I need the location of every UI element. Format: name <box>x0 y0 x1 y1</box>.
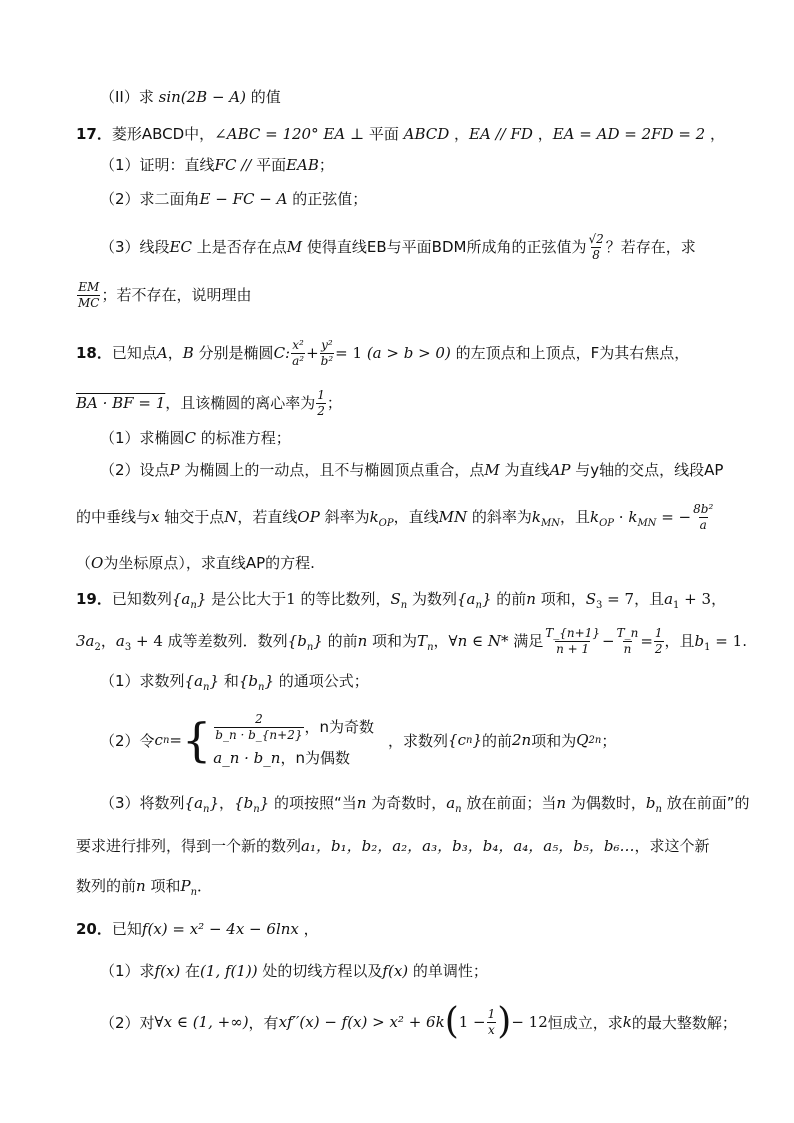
math-expr: xf′′(x) − f(x) > x² + 6k <box>278 1013 445 1031</box>
math-expr: n <box>356 794 367 812</box>
text: （ <box>76 554 92 572</box>
left-brace: { <box>181 713 212 767</box>
text: ． <box>197 877 213 895</box>
text: 的左顶点和上顶点，F为其右焦点， <box>450 344 690 362</box>
operator: + <box>306 344 319 362</box>
math-expr: ∀n ∈ N* <box>448 632 509 650</box>
text: ，且 <box>634 590 665 608</box>
operator: − <box>602 632 615 650</box>
text: 的等比数列， <box>295 590 391 608</box>
text: 项和， <box>535 590 586 608</box>
math-expr: k <box>590 508 600 526</box>
fraction <box>654 626 664 657</box>
text: ， <box>537 125 553 143</box>
text: 数列的前 <box>76 877 137 895</box>
text: 上是否存在点 <box>191 238 287 256</box>
math-expr: {c <box>448 731 466 749</box>
text: 的标准方程； <box>196 429 291 447</box>
text: ， <box>167 344 183 362</box>
math-expr: f(x) <box>382 962 409 980</box>
math-expr: C: <box>273 344 291 362</box>
question-17-part-1 <box>100 154 334 176</box>
right-paren: ) <box>497 1001 512 1042</box>
text: 已知点 <box>111 344 157 362</box>
text: ； <box>326 394 342 412</box>
fraction <box>316 388 326 419</box>
text: 平面 <box>364 125 404 143</box>
fraction <box>544 626 601 657</box>
math-expr: b <box>645 794 656 812</box>
question-17-part-3 <box>100 232 696 263</box>
math-expr: {a <box>457 590 476 608</box>
text: 为奇数时， <box>366 794 447 812</box>
text: 分别是椭圆 <box>193 344 274 362</box>
text: 处的切线方程以及 <box>257 962 383 980</box>
denominator: b² <box>320 354 334 368</box>
math-expr: f(x) = x² − 4x − 6lnx <box>141 920 299 938</box>
subscript: n <box>655 804 662 815</box>
numerator: EM <box>78 280 100 294</box>
text: （1）求 <box>100 962 155 980</box>
math-expr: OP <box>297 508 320 526</box>
case-even <box>213 747 374 768</box>
text: ， <box>298 920 319 938</box>
math-expr: k <box>531 508 541 526</box>
text: ； <box>318 156 334 174</box>
question-17-stem <box>76 123 725 145</box>
text: ， <box>454 125 470 143</box>
operator: = <box>169 731 182 749</box>
text: 要求进行排列，得到一个新的数列 <box>76 837 302 855</box>
text: 已知 <box>111 920 142 938</box>
math-expr: f(x) <box>154 962 181 980</box>
subscript: n <box>190 887 198 898</box>
math-expr: } <box>313 632 323 650</box>
denominator: n <box>623 642 632 656</box>
question-17-part-2 <box>100 188 367 210</box>
text: 项和为 <box>367 632 418 650</box>
cases <box>213 712 374 768</box>
left-paren: ( <box>444 1001 459 1042</box>
math-expr: k <box>622 1013 632 1031</box>
math-expr: 3a <box>76 632 95 650</box>
math-expr: 1 − <box>458 1013 486 1031</box>
math-expr: a_n · b_n <box>213 749 281 767</box>
text: 为数列 <box>407 590 458 608</box>
operator: · <box>614 508 629 526</box>
subscript: n <box>203 682 210 693</box>
operator: = − <box>656 508 692 526</box>
text: 是公比大于 <box>206 590 287 608</box>
math-expr: EA ⊥ <box>323 125 365 143</box>
math-expr: = 7 <box>602 590 635 608</box>
subscript: MN <box>540 518 560 529</box>
text: 项和为 <box>531 731 577 750</box>
numerator: T_{n+1} <box>545 626 600 640</box>
math-expr: C <box>184 429 197 447</box>
text: ，且 <box>559 508 590 526</box>
subscript: n <box>190 600 197 611</box>
math-expr: M <box>286 238 303 256</box>
text: ，求这个新 <box>634 837 710 855</box>
question-number: 18． <box>76 344 112 362</box>
text: 的中垂线与 <box>76 508 152 526</box>
text: （2）设点 <box>100 461 170 479</box>
denominator: a² <box>292 354 305 368</box>
math-expr: EA // FD <box>469 125 533 143</box>
math-expr: a <box>446 794 456 812</box>
math-expr: − 12 <box>511 1013 548 1031</box>
piecewise <box>182 712 374 768</box>
subscript: n <box>162 734 170 746</box>
text: 的通项公式； <box>273 672 369 690</box>
subscript: n <box>253 804 260 815</box>
question-number: 20． <box>76 920 112 938</box>
math-expr: } <box>472 731 482 749</box>
text: 的正弦值； <box>287 190 368 208</box>
text: 已知数列 <box>111 590 172 608</box>
numerator: 1 <box>487 1006 496 1021</box>
math-expr: b <box>694 632 705 650</box>
numerator: √2 <box>588 232 604 246</box>
text: ， <box>219 794 235 812</box>
fraction <box>616 626 640 657</box>
text: （1）求椭圆 <box>100 429 185 447</box>
numerator: y² <box>321 338 333 352</box>
subscript: n <box>455 804 462 815</box>
question-18-part-2-cont <box>76 502 715 535</box>
question-18-stem <box>76 338 689 369</box>
text: 的斜率为 <box>467 508 532 526</box>
part-ii-line <box>100 86 281 108</box>
math-expr: } <box>481 590 492 608</box>
text: （2）求二面角 <box>100 190 200 208</box>
math-expr: (a > b > 0) <box>366 344 451 362</box>
math-expr: ∀x ∈ (1, +∞) <box>154 1013 249 1031</box>
text: （II）求 <box>100 88 159 106</box>
question-19-line-2 <box>76 626 747 659</box>
text: 的前 <box>322 632 358 650</box>
text: 轴交于点 <box>159 508 225 526</box>
operator: = <box>640 632 653 650</box>
math-expr: = 1 <box>335 344 363 362</box>
math-expr: n <box>136 877 146 895</box>
math-expr: a <box>664 590 674 608</box>
subscript: OP <box>599 518 615 529</box>
fraction <box>77 280 100 311</box>
subscript: n <box>306 642 314 653</box>
case-odd <box>213 712 374 743</box>
question-20-part-1 <box>100 960 488 982</box>
subscript: 1 <box>704 642 711 653</box>
text: ， <box>100 632 116 650</box>
math-expr: P <box>169 461 180 479</box>
math-expr: FC // <box>214 156 257 174</box>
subscript: n <box>257 682 265 693</box>
text: ， <box>433 632 449 650</box>
question-17-part-3-cont <box>76 280 251 311</box>
math-expr: S <box>585 590 597 608</box>
text: 放在前面；当 <box>461 794 557 812</box>
text: 项和 <box>145 877 181 895</box>
math-expr: 1 <box>286 590 296 608</box>
sequence: a₁，b₁，b₂，a₂，a₃，b₃，b₄，a₄，a₅，b₅，b₆… <box>301 837 635 855</box>
math-expr: + 4 <box>131 632 163 650</box>
question-19-part-2 <box>100 712 616 768</box>
subscript: 2 <box>94 642 101 653</box>
numerator: 1 <box>317 388 325 402</box>
denominator: 2 <box>654 642 663 656</box>
math-expr: k <box>369 508 379 526</box>
text: 与y轴的交点，线段AP <box>570 461 724 479</box>
math-expr: {a <box>171 590 191 608</box>
text: 斜率为 <box>319 508 370 526</box>
math-expr: M <box>484 461 500 479</box>
question-20-stem <box>76 918 319 940</box>
math-expr: {b <box>234 794 254 812</box>
math-expr: 2n <box>512 731 532 749</box>
text: （2）令 <box>100 731 155 750</box>
math-expr: } <box>259 794 270 812</box>
question-18-part-1 <box>100 427 291 449</box>
denominator: a <box>699 518 707 532</box>
text: （2）对 <box>100 1013 155 1032</box>
denominator: 2 <box>317 404 325 418</box>
text: （3）将数列 <box>100 794 185 812</box>
text: ， <box>709 125 725 143</box>
text: 在 <box>180 962 201 980</box>
text: ，且该椭圆的离心率为 <box>165 394 316 412</box>
condition: ，n为偶数 <box>280 749 350 767</box>
math-expr: Q <box>576 731 589 749</box>
math-expr: EC <box>169 238 192 256</box>
math-expr: BA · BF = 1 <box>76 394 166 412</box>
text: 为椭圆上的一动点，且不与椭圆顶点重合，点 <box>179 461 485 479</box>
text: 的前 <box>491 590 527 608</box>
math-expr: ABCD <box>403 125 450 143</box>
question-18-part-2-end <box>76 552 315 574</box>
fraction <box>320 338 335 369</box>
math-expr: {b <box>238 672 258 690</box>
question-number: 17． <box>76 125 112 143</box>
math-expr: a <box>115 632 125 650</box>
subscript: n <box>427 642 434 653</box>
math-expr: } <box>209 794 220 812</box>
subscript: 1 <box>673 600 680 611</box>
subscript: n <box>475 600 482 611</box>
question-18-line-2 <box>76 388 342 419</box>
math-expr: sin(2B − A) <box>158 88 246 106</box>
text: 满足 <box>508 632 544 650</box>
text: 成等差数列．数列 <box>162 632 288 650</box>
math-expr: MN <box>438 508 468 526</box>
subscript: MN <box>637 518 657 529</box>
subscript: n <box>203 804 210 815</box>
text: 和 <box>219 672 239 690</box>
text: 平面 <box>256 156 287 174</box>
text: 的项按照“当 <box>269 794 357 812</box>
text: ；若不存在，说明理由 <box>101 286 252 304</box>
text: （3）线段 <box>100 238 170 256</box>
subscript: 2n <box>588 734 602 746</box>
text: 恒成立，求 <box>547 1013 623 1032</box>
numerator: 1 <box>654 626 663 640</box>
text: ，求数列 <box>388 731 449 750</box>
condition: ，n为奇数 <box>304 718 375 736</box>
text: ？若存在，求 <box>605 238 696 256</box>
question-19-stem <box>76 588 726 617</box>
text: ，有 <box>248 1013 279 1032</box>
text: 使得直线EB与平面BDM所成角的正弦值为 <box>302 238 587 256</box>
math-expr: EA = AD = 2FD = 2 <box>552 125 706 143</box>
math-expr: {a <box>184 794 204 812</box>
question-19-part-3-end <box>76 875 212 904</box>
text: ； <box>601 731 617 750</box>
denominator: MC <box>78 296 100 310</box>
text: （1）求数列 <box>100 672 185 690</box>
text: ，且 <box>664 632 695 650</box>
question-number: 19． <box>76 590 112 608</box>
fraction <box>291 338 305 369</box>
text: . <box>742 632 747 650</box>
math-expr: E − FC − A <box>199 190 288 208</box>
math-expr: A <box>156 344 168 362</box>
text: 的值 <box>250 88 281 106</box>
text: 放在前面”的 <box>661 794 750 812</box>
math-expr: n <box>357 632 368 650</box>
math-expr: EAB <box>286 156 319 174</box>
text: 菱形ABCD中， <box>111 125 215 143</box>
math-expr: k <box>628 508 638 526</box>
math-expr: } <box>209 672 220 690</box>
text: ，若直线 <box>237 508 298 526</box>
text: 的前 <box>481 731 512 750</box>
text: 的单调性； <box>408 962 488 980</box>
math-expr: {a <box>184 672 204 690</box>
text: 为坐标原点），求直线AP的方程. <box>103 554 315 572</box>
math-expr: N <box>224 508 238 526</box>
subscript: 3 <box>596 600 603 611</box>
text: （1）证明：直线 <box>100 156 215 174</box>
math-expr: c <box>154 731 163 749</box>
subscript: 3 <box>124 642 132 653</box>
fraction <box>587 232 604 263</box>
question-19-part-1 <box>100 670 369 699</box>
text: ，直线 <box>393 508 439 526</box>
subscript: OP <box>378 518 394 529</box>
math-expr: {b <box>287 632 307 650</box>
denominator: 8 <box>592 248 600 262</box>
question-19-part-3 <box>100 792 749 821</box>
math-expr: x <box>151 508 160 526</box>
math-expr: S <box>390 590 401 608</box>
math-expr: O <box>91 554 104 572</box>
denominator: b_n · b_{n+2} <box>215 728 303 742</box>
denominator: x <box>488 1022 495 1037</box>
math-expr: } <box>264 672 274 690</box>
subscript: n <box>400 600 408 611</box>
math-expr: P <box>180 877 191 895</box>
math-expr: B <box>182 344 194 362</box>
numerator: T_n <box>616 626 639 640</box>
question-19-part-3-cont <box>76 835 710 857</box>
numerator: 2 <box>255 712 263 726</box>
math-expr: (1, f(1)) <box>200 962 258 980</box>
text: 的最大整数解； <box>631 1013 737 1032</box>
question-18-part-2 <box>100 459 723 481</box>
math-expr: = 1 <box>710 632 743 650</box>
math-expr: AP <box>549 461 571 479</box>
question-20-part-2 <box>100 1001 737 1042</box>
fraction <box>214 712 303 743</box>
text: ， <box>711 590 727 608</box>
text: 为直线 <box>499 461 550 479</box>
numerator: 8b² <box>693 502 714 516</box>
subscript: n <box>465 734 473 746</box>
fraction <box>487 1007 497 1038</box>
math-expr: ∠ABC = 120° <box>214 125 319 143</box>
denominator: n + 1 <box>556 642 590 656</box>
math-expr: n <box>556 794 567 812</box>
text: 为偶数时， <box>566 794 646 812</box>
fraction <box>692 502 714 533</box>
numerator: x² <box>292 338 304 352</box>
math-expr: + 3 <box>679 590 712 608</box>
math-expr: n <box>526 590 536 608</box>
math-expr: T <box>417 632 428 650</box>
math-expr: } <box>196 590 207 608</box>
